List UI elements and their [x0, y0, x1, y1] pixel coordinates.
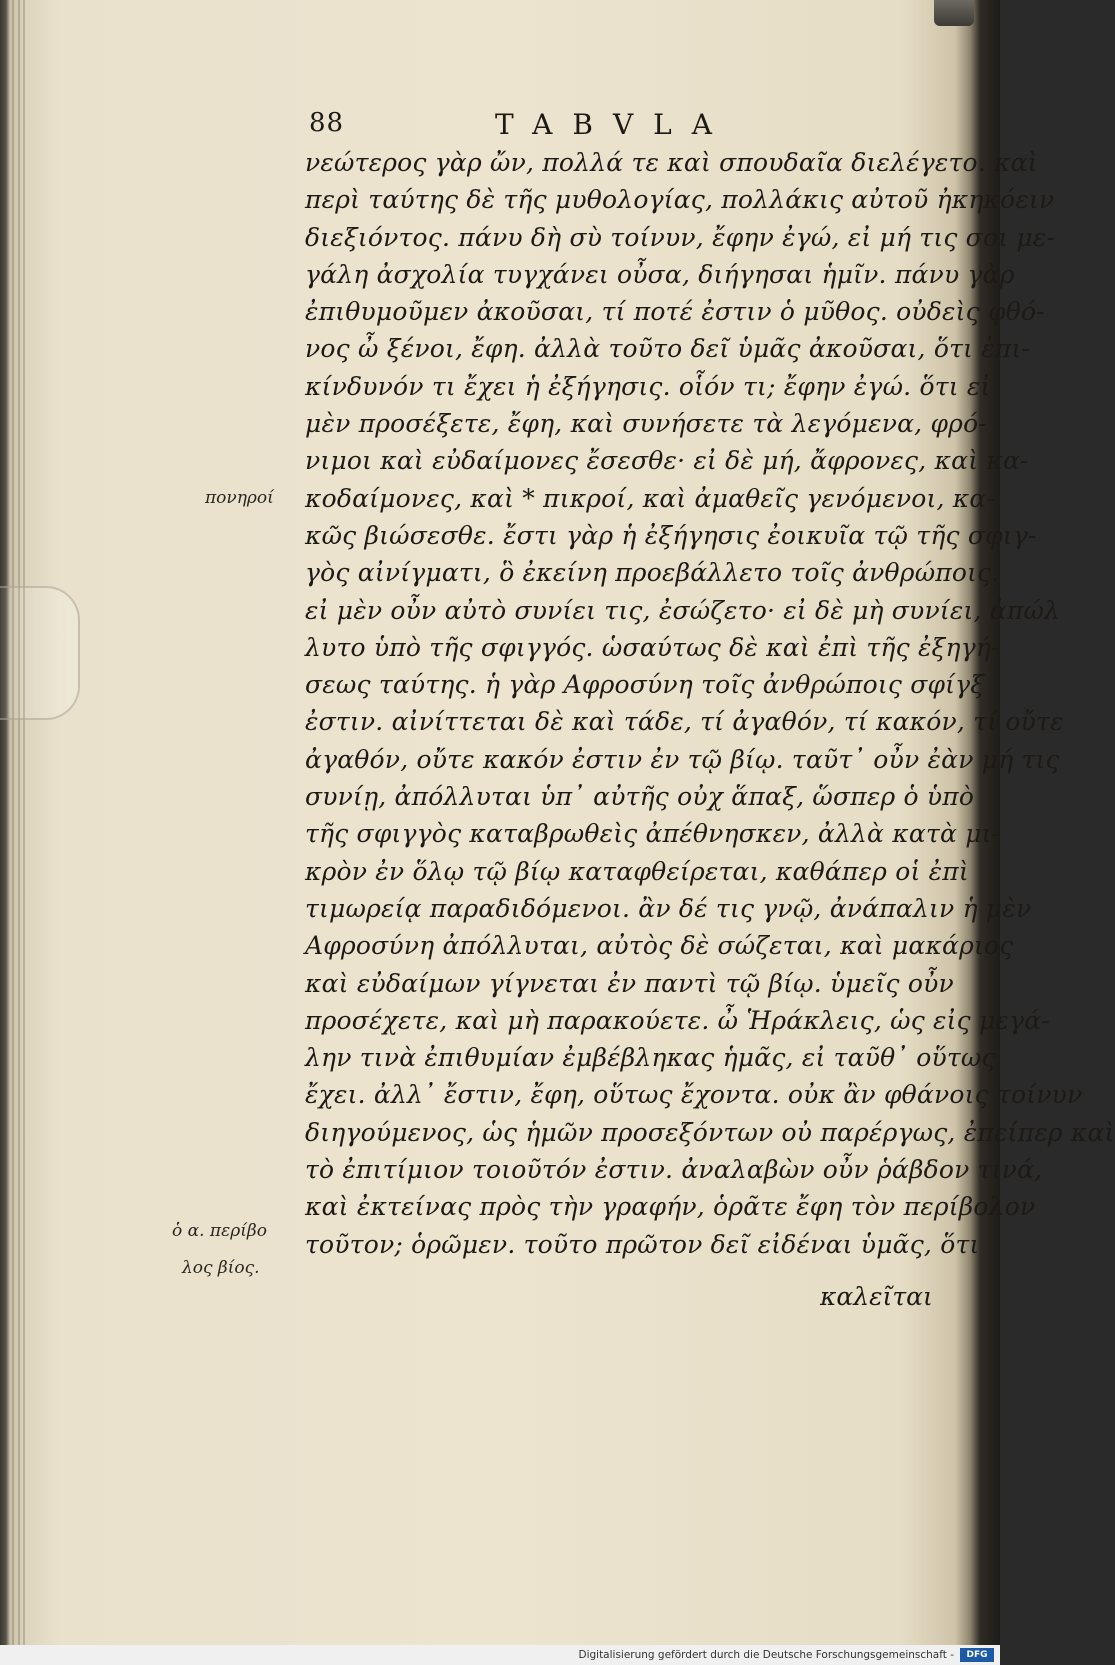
page-header — [305, 108, 945, 144]
page-number: 88 — [309, 108, 345, 138]
text-line: κοδαίμονες, καὶ * πικροί, καὶ ἀμαθεῖς γενόμενοι, κα- — [305, 483, 996, 513]
text-lines — [305, 144, 1115, 1263]
text-line: κίνδυνόν τι ἔχει ἡ ἐξήγησις. οἷόν τι; ἔφην ἐγώ. ὅτι εἰ — [305, 371, 991, 401]
text-line: λυτο ὑπὸ τῆς σφιγγός. ὡσαύτως δὲ καὶ ἐπὶ τῆς ἐξηγή- — [305, 632, 1000, 662]
dfg-logo: DFG — [960, 1648, 994, 1662]
text-line: εἰ μὲν οὖν αὐτὸ συνίει τις, ἐσώζετο· εἰ δὲ μὴ συνίει, ἀπώλ — [305, 595, 1061, 625]
text-line: κῶς βιώσεσθε. ἔστι γὰρ ἡ ἐξήγησις ἐοικυῖα τῷ τῆς σφιγ- — [305, 520, 1037, 550]
text-line: σεως ταύτης. ἡ γὰρ Αφροσύνη τοῖς ἀνθρώποις σφίγξ — [305, 670, 985, 700]
page-edge-line — [18, 0, 20, 1645]
text-line: Αφροσύνη ἀπόλλυται, αὐτὸς δὲ σώζεται, καὶ μακάριος — [305, 931, 1014, 961]
text-line: προσέχετε, καὶ μὴ παρακούετε. ὦ Ἡράκλεις, ὡς εἰς μεγά- — [305, 1005, 1050, 1035]
catchword: καλεῖται — [820, 1282, 933, 1311]
text-line: νιμοι καὶ εὐδαίμονες ἔσεσθε· εἰ δὲ μή, ἄφρονες, καὶ κα- — [305, 446, 1029, 476]
text-line: διεξιόντος. πάνυ δὴ σὺ τοίνυν, ἔφην ἐγώ, εἰ μή τις σοι με- — [305, 222, 1056, 252]
text-line: τοῦτον; ὁρῶμεν. τοῦτο πρῶτον δεῖ εἰδέναι ὑμᾶς, ὅτι — [305, 1229, 980, 1259]
text-line: περὶ ταύτης δὲ τῆς μυθολογίας, πολλάκις αὐτοῦ ἠκηκόειν — [305, 185, 1055, 215]
page-edge-line — [12, 0, 14, 1645]
page-edge-line — [23, 0, 25, 1645]
text-line: γάλη ἀσχολία τυγχάνει οὖσα, διήγησαι ἡμῖν. πάνυ γὰρ — [305, 259, 1015, 289]
text-line: ἐστιν. αἰνίττεται δὲ καὶ τάδε, τί ἀγαθόν, τί κακόν, τί οὔτε — [305, 707, 1064, 737]
text-line: νεώτερος γὰρ ὤν, πολλά τε καὶ σπουδαῖα διελέγετο. καὶ — [305, 148, 1038, 177]
text-line: τὸ ἐπιτίμιον τοιοῦτόν ἐστιν. ἀναλαβὼν οὖν ῥάβδον τινά, — [305, 1155, 1043, 1185]
text-line: τῆς σφιγγὸς καταβρωθεὶς ἀπέθνησκεν, ἀλλὰ κατὰ μι- — [305, 819, 1001, 849]
footer-credit: Digitalisierung gefördert durch die Deutsche Forschungsgemeinschaft - — [578, 1649, 954, 1661]
text-block — [305, 108, 1115, 1263]
text-line: γὸς αἰνίγματι, ὃ ἐκείνη προεβάλλετο τοῖς ἀνθρώποις. — [305, 558, 1000, 588]
text-line: ἔχει. ἀλλ᾿ ἔστιν, ἔφη, οὕτως ἔχοντα. οὐκ ἂν φθάνοις τοίνυν — [305, 1080, 1083, 1110]
text-line: καὶ εὐδαίμων γίγνεται ἐν παντὶ τῷ βίῳ. ὑμεῖς οὖν — [305, 968, 954, 998]
text-line: ἀγαθόν, οὔτε κακόν ἐστιν ἐν τῷ βίῳ. ταῦτ᾿ οὖν ἐὰν μή τις — [305, 744, 1060, 774]
text-line: λην τινὰ ἐπιθυμίαν ἐμβέβληκας ἡμᾶς, εἰ ταῦθ᾿ οὕτως — [305, 1043, 996, 1073]
margin-note: ὁ α. περίβο — [172, 1221, 267, 1241]
margin-note: λος βίος. — [182, 1258, 260, 1278]
page-clip — [934, 0, 974, 26]
text-line: ἐπιθυμοῦμεν ἀκοῦσαι, τί ποτέ ἐστιν ὁ μῦθος. οὐδεὶς φθό- — [305, 297, 1045, 327]
text-line: τιμωρείᾳ παραδιδόμενοι. ἂν δέ τις γνῷ, ἀνάπαλιν ἡ μὲν — [305, 893, 1032, 923]
text-line: μὲν προσέξετε, ἔφη, καὶ συνήσετε τὰ λεγόμενα, φρό- — [305, 409, 987, 439]
text-line: διηγούμενος, ὡς ἡμῶν προσεξόντων οὐ παρέργως, ἐπείπερ καὶ — [305, 1117, 1115, 1147]
margin-note: πονηροί — [205, 488, 274, 508]
bookmark-tab — [0, 586, 80, 720]
footer-bar — [0, 1645, 1000, 1665]
text-line: συνίῃ, ἀπόλλυται ὑπ᾿ αὐτῆς οὐχ ἅπαξ, ὥσπερ ὁ ὑπὸ — [305, 782, 975, 812]
text-line: καὶ ἐκτείνας πρὸς τὴν γραφήν, ὁρᾶτε ἔφη τὸν περίβολον — [305, 1192, 1036, 1222]
text-line: κρὸν ἐν ὅλῳ τῷ βίῳ καταφθείρεται, καθάπερ οἱ ἐπὶ — [305, 856, 969, 886]
text-line: νος ὦ ξένοι, ἔφη. ἀλλὰ τοῦτο δεῖ ὑμᾶς ἀκοῦσαι, ὅτι ἐπι- — [305, 334, 1031, 364]
running-title: TABVLA — [495, 108, 732, 141]
